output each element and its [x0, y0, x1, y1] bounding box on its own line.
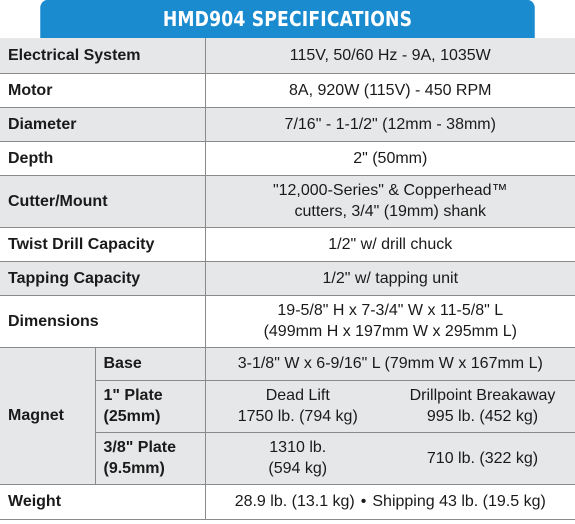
plate-38in-label [95, 432, 205, 484]
row-label: Motor [0, 73, 205, 107]
dead-lift-heading: Dead Lift [265, 387, 330, 404]
row-label: Tapping Capacity [0, 261, 205, 295]
row-twist-drill [0, 227, 575, 261]
breakaway-heading: Drillpoint Breakaway [409, 387, 556, 404]
weight-shipping: Shipping 43 lb. (19.5 kg) [372, 493, 546, 510]
plate-1in-label [95, 380, 205, 432]
row-motor [0, 73, 575, 107]
row-value: 2" (50mm) [205, 141, 575, 175]
plate-38in-label-line-1: 3/8" Plate [103, 439, 177, 456]
row-cutter [0, 175, 575, 227]
row-value: 8A, 920W (115V) - 450 RPM [205, 73, 575, 107]
row-value: 1/2" w/ drill chuck [205, 227, 575, 261]
plate-1in-breakaway [390, 380, 575, 432]
row-value: 1/2" w/ tapping unit [205, 261, 575, 295]
row-diameter [0, 107, 575, 141]
dimensions-line-2: (499mm H x 197mm W x 295mm L) [263, 323, 517, 340]
row-magnet-base [0, 347, 575, 380]
dimensions-line-1: 19-5/8" H x 7-3/4" W x 11-5/8" L [277, 302, 504, 319]
weight-net: 28.9 lb. (13.1 kg) [234, 493, 355, 510]
row-label: Weight [0, 484, 205, 519]
row-value [205, 295, 575, 347]
magnet-base-value: 3-1/8" W x 6-9/16" L (79mm W x 167mm L) [205, 347, 575, 380]
plate-38in-dead-lift [205, 432, 390, 484]
row-value: 115V, 50/60 Hz - 9A, 1035W [205, 38, 575, 73]
plate-1in-dead-lift [205, 380, 390, 432]
spec-title [40, 0, 535, 38]
spec-title-text: HMD904 SPECIFICATIONS [162, 7, 413, 31]
row-value: 7/16" - 1-1/2" (12mm - 38mm) [205, 107, 575, 141]
row-label: Depth [0, 141, 205, 175]
row-value [205, 175, 575, 227]
dead-lift-value-line-1: 1310 lb. [269, 439, 327, 456]
row-label: Dimensions [0, 295, 205, 347]
row-tapping [0, 261, 575, 295]
plate-1in-label-line-1: 1" Plate [103, 387, 163, 404]
plate-38in-label-line-2: (9.5mm) [103, 460, 165, 477]
spec-table [0, 38, 575, 520]
magnet-base-label: Base [95, 347, 205, 380]
dead-lift-value: 1750 lb. (794 kg) [237, 408, 358, 425]
cutter-line-2: cutters, 3/4" (19mm) shank [294, 203, 487, 220]
row-label: Twist Drill Capacity [0, 227, 205, 261]
plate-38in-breakaway: 710 lb. (322 kg) [390, 432, 575, 484]
row-label: Diameter [0, 107, 205, 141]
row-weight [0, 484, 575, 519]
dead-lift-value-line-2: (594 kg) [268, 460, 328, 477]
breakaway-value: 995 lb. (452 kg) [426, 408, 539, 425]
magnet-label: Magnet [0, 347, 95, 484]
cutter-line-1: "12,000-Series" & Copperhead™ [272, 182, 508, 199]
row-value [205, 484, 575, 519]
row-dimensions [0, 295, 575, 347]
row-depth [0, 141, 575, 175]
row-label: Electrical System [0, 38, 205, 73]
bullet-separator: • [360, 493, 367, 510]
row-label: Cutter/Mount [0, 175, 205, 227]
plate-1in-label-line-2: (25mm) [103, 408, 161, 425]
row-electrical [0, 38, 575, 73]
